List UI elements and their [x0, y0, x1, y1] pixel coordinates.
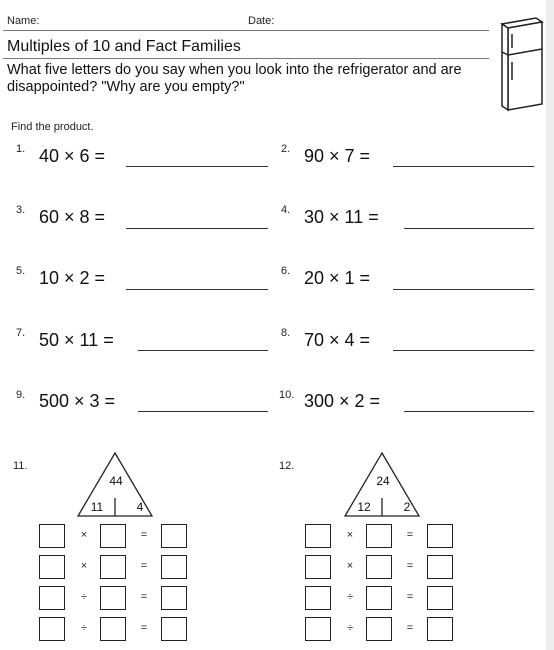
answer-box[interactable] [305, 586, 331, 610]
name-date-line [3, 30, 489, 31]
answer-line-5[interactable] [126, 289, 268, 290]
answer-line-8[interactable] [393, 350, 534, 351]
equals-sign: = [406, 529, 414, 541]
equals-sign: = [140, 622, 148, 634]
equals-sign: = [406, 622, 414, 634]
operator: × [346, 529, 354, 541]
answer-box[interactable] [39, 555, 65, 579]
operator: × [80, 529, 88, 541]
problem-expression: 10 × 2 = [39, 268, 106, 288]
answer-line-1[interactable] [126, 166, 268, 167]
answer-box[interactable] [39, 586, 65, 610]
problem-expression: 50 × 11 = [39, 330, 114, 350]
answer-box[interactable] [100, 617, 126, 641]
triangle-top-number: 24 [376, 474, 390, 488]
riddle-text: What five letters do you say when you look into the refrigerator and are disappointed? "Why are you empty?" [7, 62, 462, 95]
triangle-right-number: 2 [403, 500, 411, 514]
operator: ÷ [346, 591, 354, 603]
triangle-left-number: 12 [357, 500, 371, 514]
equals-sign: = [406, 591, 414, 603]
operator: ÷ [346, 622, 354, 634]
answer-box[interactable] [161, 555, 187, 579]
problem-expression: 90 × 7 = [304, 146, 371, 166]
name-label: Name: [7, 15, 40, 27]
answer-box[interactable] [427, 555, 453, 579]
instructions: Find the product. [11, 121, 94, 133]
problem-expression: 500 × 3 = [39, 391, 116, 411]
problem-number: 5. [16, 265, 26, 277]
answer-box[interactable] [305, 555, 331, 579]
answer-box[interactable] [427, 586, 453, 610]
operator: × [80, 560, 88, 572]
problem-number: 7. [16, 327, 26, 339]
problem-number: 10. [279, 389, 295, 401]
problem-expression: 40 × 6 = [39, 146, 106, 166]
answer-box[interactable] [100, 555, 126, 579]
problem-number: 12. [279, 460, 295, 472]
answer-box[interactable] [305, 524, 331, 548]
date-label: Date: [248, 15, 275, 27]
page-title: Multiples of 10 and Fact Families [7, 38, 241, 55]
answer-box[interactable] [366, 524, 392, 548]
problem-number: 8. [281, 327, 291, 339]
answer-box[interactable] [305, 617, 331, 641]
answer-line-3[interactable] [126, 228, 268, 229]
equals-sign: = [140, 591, 148, 603]
problem-expression: 30 × 11 = [304, 207, 379, 227]
answer-box[interactable] [366, 617, 392, 641]
answer-box[interactable] [161, 586, 187, 610]
answer-line-9[interactable] [138, 411, 268, 412]
answer-line-4[interactable] [404, 228, 534, 229]
answer-line-2[interactable] [393, 166, 534, 167]
answer-box[interactable] [39, 617, 65, 641]
answer-line-6[interactable] [393, 289, 534, 290]
problem-number: 1. [16, 143, 26, 155]
problem-expression: 60 × 8 = [39, 207, 106, 227]
refrigerator-icon [492, 12, 548, 112]
operator: ÷ [80, 591, 88, 603]
answer-box[interactable] [366, 555, 392, 579]
problem-expression: 70 × 4 = [304, 330, 371, 350]
title-underline [3, 58, 489, 59]
answer-line-7[interactable] [138, 350, 268, 351]
triangle-left-number: 11 [90, 500, 104, 514]
problem-number: 11. [13, 460, 28, 472]
triangle-top-number: 44 [109, 474, 123, 488]
problem-expression: 300 × 2 = [304, 391, 381, 411]
problem-number: 3. [16, 204, 26, 216]
operator: × [346, 560, 354, 572]
equals-sign: = [406, 560, 414, 572]
answer-box[interactable] [39, 524, 65, 548]
answer-line-10[interactable] [404, 411, 534, 412]
answer-box[interactable] [427, 524, 453, 548]
operator: ÷ [80, 622, 88, 634]
equals-sign: = [140, 560, 148, 572]
answer-box[interactable] [161, 524, 187, 548]
equals-sign: = [140, 529, 148, 541]
problem-expression: 20 × 1 = [304, 268, 371, 288]
answer-box[interactable] [366, 586, 392, 610]
answer-box[interactable] [100, 524, 126, 548]
answer-box[interactable] [427, 617, 453, 641]
answer-box[interactable] [161, 617, 187, 641]
problem-number: 6. [281, 265, 291, 277]
problem-number: 2. [281, 143, 291, 155]
answer-box[interactable] [100, 586, 126, 610]
problem-number: 9. [16, 389, 26, 401]
triangle-right-number: 4 [136, 500, 144, 514]
problem-number: 4. [281, 204, 291, 216]
